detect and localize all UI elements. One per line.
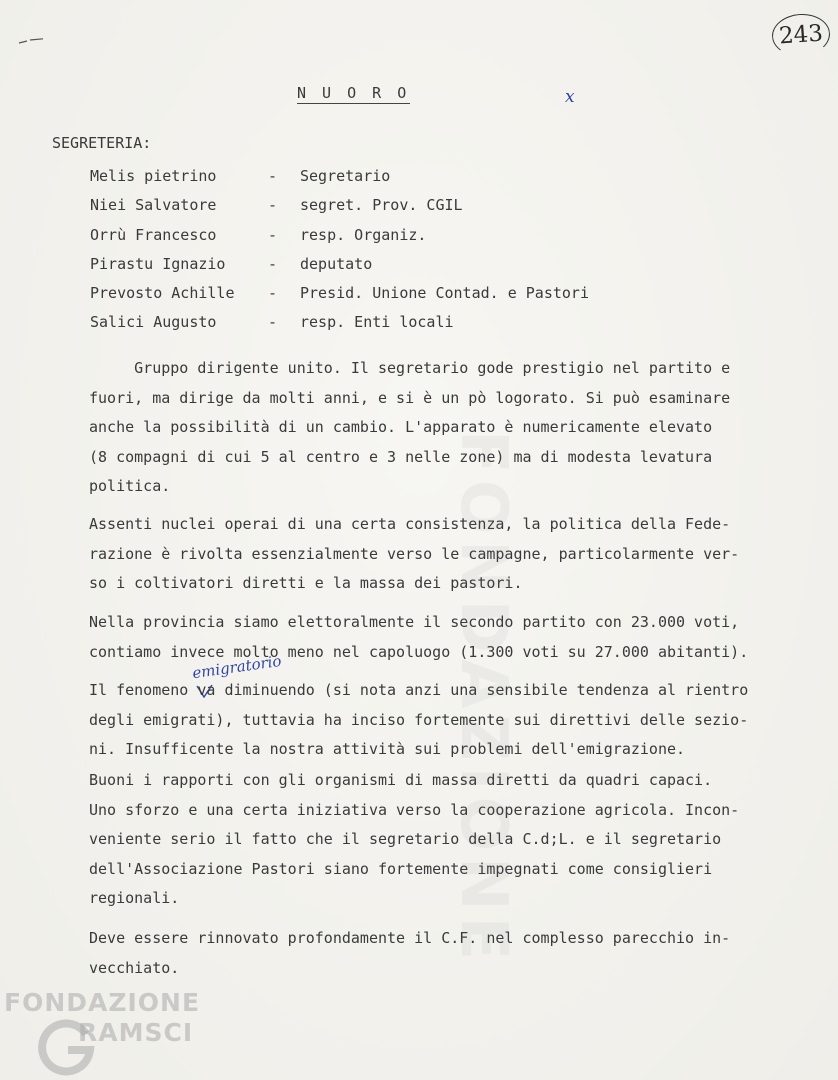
page-number: 243 — [771, 12, 832, 58]
paragraph-emigrazione: Il fenomeno va diminuendo (si nota anzi una sensibile tendenza al rientro degli emigrati), tuttavia ha inciso fortemente sui direttivi delle sezio- ni. Insufficente la nostra attività sui problemi dell'emigrazione. — [89, 681, 749, 758]
member-role: resp. Organiz. — [300, 226, 427, 244]
member-dash: - — [268, 255, 278, 273]
paragraph-dirigenti: Gruppo dirigente unito. Il segretario gode prestigio nel partito e fuori, ma dirige da molti anni, e si è un pò logorato. Si può esaminare anche la possibilità di un cambio. L'apparato è numericamente elevato (8 compagni di cui 5 al centro e 3 nelle zone) ma di modesta levatura politica. — [89, 359, 731, 495]
watermark: FONDAZIONE — [446, 430, 520, 967]
member-role: Presid. Unione Contad. e Pastori — [300, 284, 589, 302]
handwritten-insertion: emigratorio — [191, 651, 283, 683]
member-dash: - — [268, 196, 278, 214]
paragraph-organismi: Buoni i rapporti con gli organismi di massa diretti da quadri capaci. Uno sforzo e una certa iniziativa verso la cooperazione agricola. Incon- veniente serio il fatto che il segretario della C.d;L. e il segretario dell'Associazione Pastori siano fortemente impegnati come consiglieri regionali. — [89, 771, 740, 907]
member-name: Melis pietrino — [90, 167, 217, 185]
member-role: segret. Prov. CGIL — [300, 196, 463, 214]
member-role: resp. Enti locali — [300, 313, 454, 331]
document-title: N U O R O — [297, 84, 410, 102]
fondazione-gramsci-logo — [4, 988, 200, 1048]
section-heading: SEGRETERIA: — [52, 134, 152, 152]
paragraph-elettorale: Nella provincia siamo elettoralmente il secondo partito con 23.000 voti, contiamo invece molto meno nel capoluogo (1.300 voti su 27.000 abitanti). — [89, 613, 749, 661]
member-name: Salici Augusto — [90, 313, 217, 331]
logo-g-icon — [36, 1016, 96, 1076]
member-dash: - — [268, 313, 278, 331]
member-name: Prevosto Achille — [90, 284, 235, 302]
member-role: Segretario — [300, 167, 391, 185]
member-dash: - — [268, 284, 278, 302]
paragraph-nuclei-operai: Assenti nuclei operai di una certa consistenza, la politica della Fede- razione è rivolta essenzialmente verso le campagne, particolarmente ver- so i coltivatori diretti e la massa dei pastori. — [89, 515, 740, 592]
member-role: deputato — [300, 255, 373, 273]
member-name: Niei Salvatore — [90, 196, 217, 214]
handwritten-x-mark: x — [565, 87, 575, 107]
member-name: Orrù Francesco — [90, 226, 217, 244]
logo-line-1: FONDAZIONE — [4, 988, 201, 1017]
member-dash: - — [268, 167, 278, 185]
logo-line-2: RAMSCI — [78, 1018, 194, 1047]
member-name: Pirastu Ignazio — [90, 255, 226, 273]
corner-scribble — [18, 38, 44, 44]
paragraph-cf: Deve essere rinnovato profondamente il C.F. nel complesso parecchio in- vecchiato. — [89, 929, 731, 977]
member-dash: - — [268, 226, 278, 244]
